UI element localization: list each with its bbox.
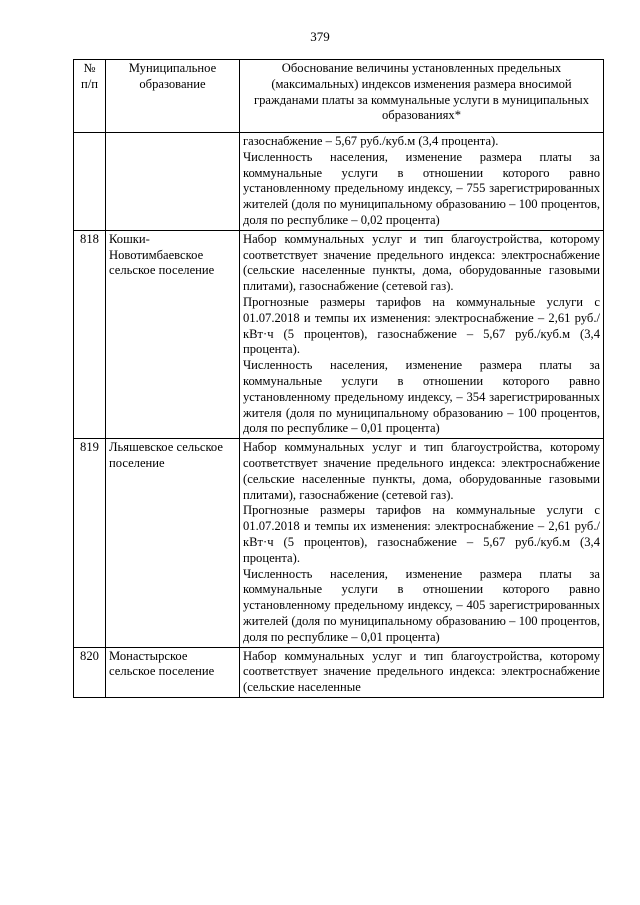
row-num	[74, 133, 106, 231]
table-row	[74, 647, 604, 697]
row-municipality: Льяшевское сельское поселение	[106, 439, 240, 647]
paragraph: Численность населения, изменение размера платы за коммунальные услуги в отношении которого равно установленному предельному индексу, – 405 зарегистрированных жителей (доля по муниципальному образованию – 100 процентов, доля по республике – 0,01 процента)	[243, 566, 600, 644]
tariff-index-table	[73, 59, 604, 698]
header-municipality: Муниципальное образование	[106, 60, 240, 133]
paragraph: Набор коммунальных услуг и тип благоустройства, которому соответствует значение предельного индекса: электроснабжение (сельские населенные пункты, дома, оборудованные газовыми плитами), газоснабжение (сетевой газ).	[243, 231, 600, 294]
row-justification	[240, 133, 604, 231]
table-row	[74, 230, 604, 438]
paragraph: Численность населения, изменение размера платы за коммунальные услуги в отношении которого равно установленному предельному индексу, – 354 зарегистрированных жителя (доля по муниципальному образованию – 100 процентов, доля по республике – 0,01 процента)	[243, 358, 600, 436]
table-row	[74, 439, 604, 647]
row-municipality	[106, 133, 240, 231]
row-municipality: Кошки-Новотимбаевское сельское поселение	[106, 230, 240, 438]
row-num: 818	[74, 230, 106, 438]
header-num: № п/п	[74, 60, 106, 133]
table-header-row	[74, 60, 604, 133]
paragraph: Набор коммунальных услуг и тип благоустройства, которому соответствует значение предельного индекса: электроснабжение (сельские населенные	[243, 648, 600, 695]
row-municipality: Монастырское сельское поселение	[106, 647, 240, 697]
paragraph: Прогнозные размеры тарифов на коммунальные услуги с 01.07.2018 и темпы их изменения: электроснабжение – 2,61 руб./кВт·ч (5 процентов), газоснабжение – 5,67 руб./куб.м (3,4 процента).	[243, 503, 600, 565]
paragraph: газоснабжение – 5,67 руб./куб.м (3,4 процента).	[243, 134, 499, 148]
table-row	[74, 133, 604, 231]
paragraph: Набор коммунальных услуг и тип благоустройства, которому соответствует значение предельного индекса: электроснабжение (сельские населенные пункты, дома, оборудованные газовыми плитами), газоснабжение (сетевой газ).	[243, 440, 600, 502]
row-justification	[240, 230, 604, 438]
paragraph: Прогнозные размеры тарифов на коммунальные услуги с 01.07.2018 и темпы их изменения: электроснабжение – 2,61 руб./кВт·ч (5 процентов), газоснабжение – 5,67 руб./куб.м (3,4 процента).	[243, 294, 600, 357]
row-num: 820	[74, 647, 106, 697]
page-number: 379	[310, 29, 330, 44]
header-justification: Обоснование величины установленных предельных (максимальных) индексов изменения размера вносимой гражданами платы за коммунальные услуги в муниципальных образованиях*	[240, 60, 604, 133]
row-justification	[240, 647, 604, 697]
paragraph: Численность населения, изменение размера платы за коммунальные услуги в отношении которого равно установленному предельному индексу, – 755 зарегистрированных жителей (доля по муниципальному образованию – 100 процентов, доля по республике – 0,02 процента)	[243, 149, 600, 227]
row-justification	[240, 439, 604, 647]
row-num: 819	[74, 439, 106, 647]
